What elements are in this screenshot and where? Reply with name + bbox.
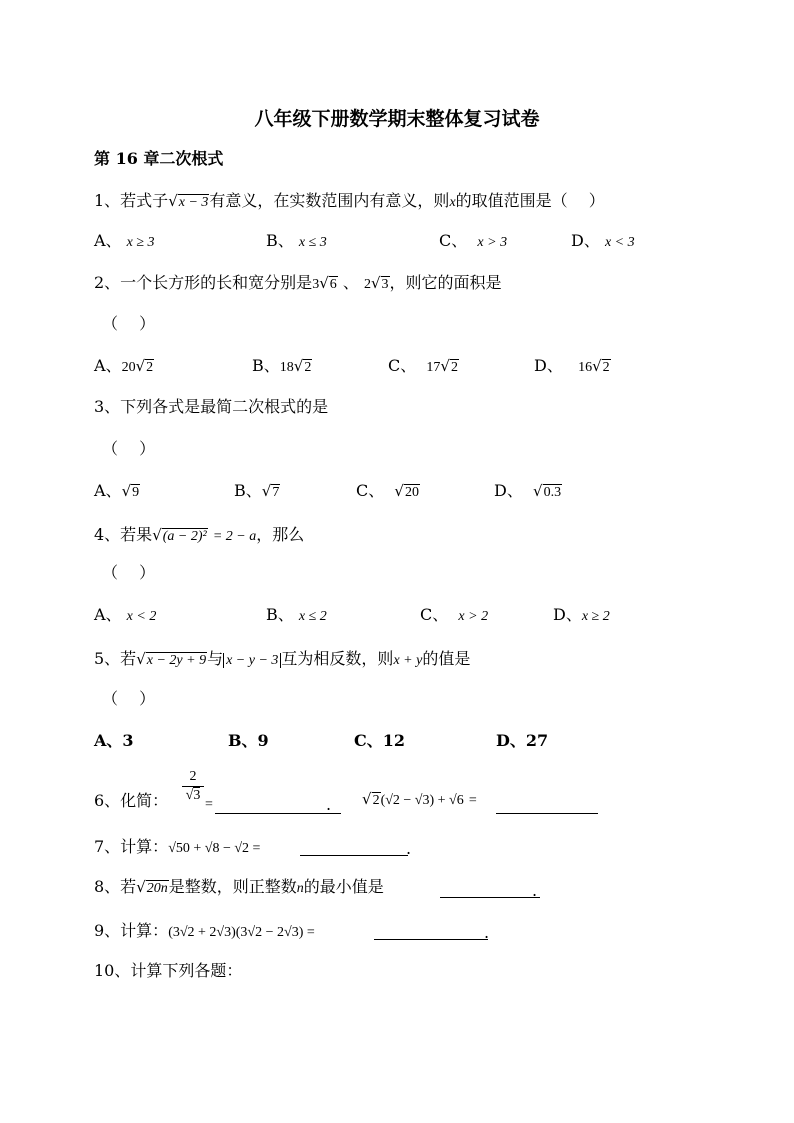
option-radicand: 9 [132, 485, 140, 500]
q5-option-b[interactable]: B、9 [228, 731, 269, 750]
answer-parentheses[interactable]: （ ） [102, 563, 156, 582]
q5-option-a[interactable]: A、3 [94, 731, 134, 750]
option-radicand: 20 [404, 485, 419, 500]
q4-option-b[interactable] [266, 604, 327, 628]
radical-expression: √2 [293, 357, 312, 375]
radical-expression: √7 [261, 482, 280, 500]
option-label: A、 [94, 605, 122, 624]
option-label: C、 [356, 481, 385, 500]
answer-parentheses[interactable]: （ ） [102, 439, 156, 458]
q8-period: . [532, 881, 538, 900]
q2-option-c[interactable] [388, 355, 459, 379]
q8-suffix: 的最小值是 [303, 877, 384, 896]
radical-expression: √x − 2y + 9 [136, 650, 207, 668]
option-label: A、 [94, 231, 122, 250]
q6-numerator: 2 [189, 769, 197, 784]
option-label: B、 [266, 231, 294, 250]
q9-prefix: 9、计算： [94, 921, 169, 940]
q5-absolute-value: x − y − 3 [223, 653, 281, 668]
option-radicand: 2 [304, 360, 312, 375]
option-label: C、 [420, 605, 449, 624]
q8-prefix: 8、若 [94, 877, 137, 896]
q4-option-d[interactable] [553, 604, 610, 628]
q1-option-a[interactable] [94, 230, 155, 254]
page-title: 八年级下册数学期末整体复习试卷 [254, 108, 540, 130]
option-radicand: 2 [146, 360, 154, 375]
question-5 [94, 648, 470, 672]
option-label: A、 [94, 481, 122, 500]
radical-expression: √(a − 2)² [152, 526, 207, 544]
radical-expression: √6 [319, 274, 337, 292]
q3-option-c[interactable] [356, 480, 420, 504]
q2-width-radicand: 3 [381, 277, 389, 292]
q5-expression: x + y [393, 653, 423, 668]
q9-answer-blank[interactable] [374, 922, 488, 940]
q1-option-c[interactable] [439, 230, 507, 254]
q3-option-d[interactable] [494, 480, 562, 504]
q6-expr2-text: (√2 − √3) + √6 [380, 793, 464, 808]
q2-length-radicand: 6 [329, 277, 337, 292]
option-radicand: 2 [450, 360, 458, 375]
option-label: D、 [494, 481, 523, 500]
q7-prefix: 7、计算： [94, 837, 169, 856]
q3-option-a[interactable] [94, 480, 140, 504]
option-expr: x ≤ 2 [298, 609, 327, 624]
option-expr: x < 3 [604, 235, 635, 250]
option-coef: 20 [121, 360, 136, 375]
q5-suffix: 的值是 [422, 649, 471, 668]
option-radicand: 2 [602, 360, 610, 375]
option-expr: x > 2 [458, 609, 489, 624]
q4-rhs: = 2 − a [212, 529, 257, 544]
option-expr: x ≤ 3 [298, 235, 327, 250]
option-expr: x ≥ 2 [581, 609, 610, 624]
q5-and: 与 [207, 649, 224, 668]
q1-option-b[interactable] [266, 230, 327, 254]
option-label: D、 [534, 356, 563, 375]
radical-expression: √3 [370, 274, 389, 292]
equals-sign: = [468, 793, 477, 808]
option-label: B、 [234, 481, 262, 500]
q6-expression-2 [362, 788, 477, 812]
q2-length-coef: 3 [312, 277, 320, 292]
q6-denominator: 3 [193, 788, 201, 803]
q8-answer-blank[interactable] [440, 880, 540, 898]
radical-expression: √0.3 [533, 482, 562, 500]
question-10: 10、计算下列各题： [94, 961, 243, 980]
q5-option-d[interactable]: D、27 [496, 731, 549, 750]
option-coef: 18 [279, 360, 294, 375]
radical-expression: √20n [136, 878, 168, 896]
q4-option-c[interactable] [420, 604, 488, 628]
radical-expression: √2 [135, 357, 154, 375]
option-expr: x ≥ 3 [126, 235, 155, 250]
option-label: A、 [94, 356, 122, 375]
q5-middle: 互为相反数，则 [281, 649, 394, 668]
q7-expression: √50 + √8 − √2 = [168, 841, 261, 856]
q2-separator: 、 [342, 273, 359, 292]
option-coef: 17 [426, 360, 441, 375]
q5-prefix: 5、若 [94, 649, 137, 668]
question-8 [94, 876, 384, 900]
q4-radicand: (a − 2)² [162, 529, 207, 544]
equals-sign: = [205, 797, 213, 812]
q1-middle: 有意义，在实数范围内有意义，则 [209, 191, 450, 210]
q3-option-b[interactable] [234, 480, 280, 504]
option-radicand: 7 [272, 485, 280, 500]
q2-suffix: ，则它的面积是 [389, 273, 502, 292]
q6-prefix: 6、化简： [94, 791, 169, 810]
q9-expression: (3√2 + 2√3)(3√2 − 2√3) = [168, 925, 315, 940]
q1-option-d[interactable] [571, 230, 635, 254]
question-4 [94, 524, 304, 548]
q5-option-c[interactable]: C、12 [354, 731, 406, 750]
q1-suffix: 的取值范围是（ ） [455, 191, 605, 210]
q1-radicand: x − 3 [178, 195, 209, 210]
option-label: D、 [571, 231, 600, 250]
option-label: C、 [439, 231, 468, 250]
option-label: D、 [553, 605, 582, 624]
q7-period: . [406, 839, 412, 858]
q8-middle: 是整数，则正整数 [168, 877, 297, 896]
section-heading: 第 16 章二次根式 [94, 149, 224, 168]
q6-answer-blank[interactable] [215, 796, 341, 814]
option-label: C、 [388, 356, 417, 375]
question-3: 3、下列各式是最简二次根式的是 [94, 397, 329, 416]
radical-expression: √2 [592, 357, 610, 375]
question-1 [94, 190, 605, 214]
option-label: B、 [252, 356, 280, 375]
q8-radicand: 20n [146, 881, 168, 896]
radical-expression: √2 [440, 357, 458, 375]
q2-width-coef: 2 [363, 277, 371, 292]
q5-radicand: x − 2y + 9 [146, 653, 207, 668]
q9-period: . [484, 923, 490, 942]
question-2 [94, 272, 502, 296]
q6-equals [205, 792, 213, 816]
radical-expression: √x − 3 [168, 192, 209, 210]
q6-answer-blank-2[interactable] [496, 796, 598, 814]
q2-prefix: 2、一个长方形的长和宽分别是 [94, 273, 313, 292]
q8-variable: n [296, 881, 304, 896]
radical-expression: √2 [362, 790, 380, 808]
q4-suffix: ，那么 [256, 525, 305, 544]
q6-period: . [326, 795, 332, 814]
radical-expression: √9 [121, 482, 140, 500]
q6-fraction: 2 √3 [182, 768, 204, 805]
q7-answer-blank[interactable] [300, 838, 408, 856]
q4-prefix: 4、若果 [94, 525, 153, 544]
option-expr: x > 3 [477, 235, 508, 250]
option-radicand: 0.3 [543, 485, 562, 500]
question-6 [94, 790, 168, 812]
q1-prefix: 1、若式子 [94, 191, 169, 210]
answer-parentheses[interactable]: （ ） [102, 689, 156, 708]
q2-option-b[interactable] [252, 355, 312, 379]
option-coef: 16 [578, 360, 593, 375]
radical-expression: √20 [394, 482, 419, 500]
q4-option-a[interactable] [94, 604, 156, 628]
option-label: B、 [266, 605, 294, 624]
answer-parentheses[interactable]: （ ） [102, 314, 156, 333]
q2-option-a[interactable] [94, 355, 154, 379]
q2-option-d[interactable] [534, 355, 611, 379]
q1-variable: x [449, 195, 456, 210]
question-7 [94, 836, 260, 860]
option-expr: x < 2 [126, 609, 157, 624]
question-9 [94, 920, 315, 944]
